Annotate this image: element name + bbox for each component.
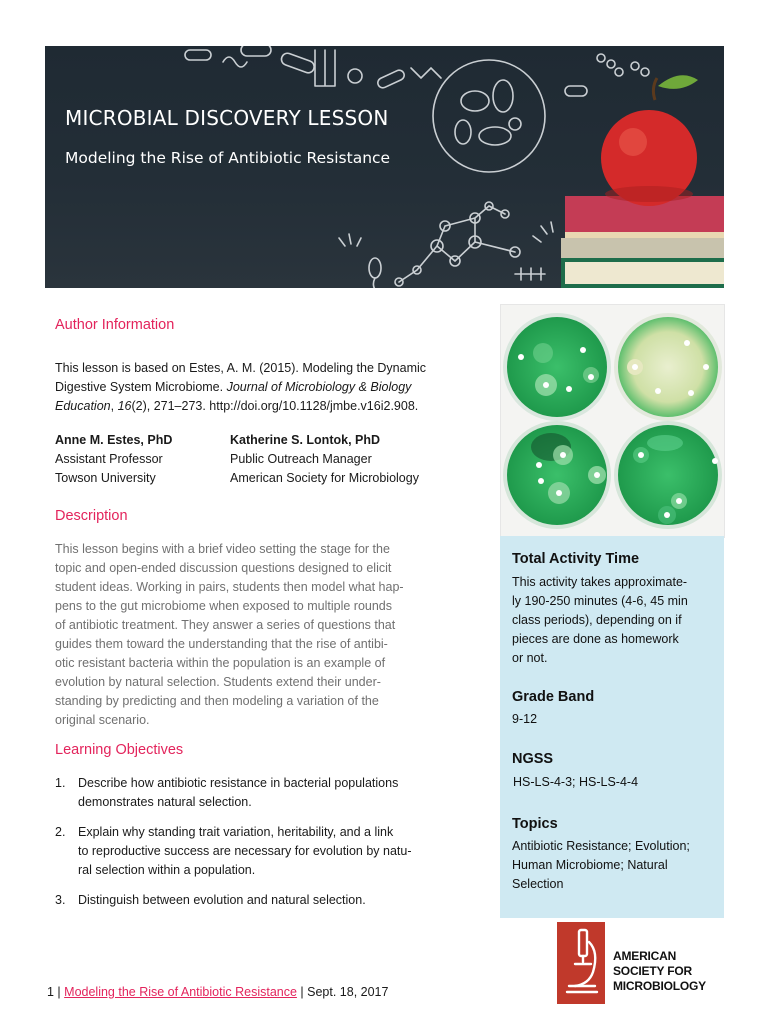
description-line: original scenario. [55, 713, 150, 727]
citation-doi: (2), 271–273. http://doi.org/10.1128/jmbe.v16i2.908. [131, 399, 419, 413]
journal-name-end: Education [55, 399, 111, 413]
author-name: Anne M. Estes, PhD [55, 433, 173, 447]
author-card [230, 431, 419, 488]
author-title: Assistant Professor [55, 452, 163, 466]
logo-line: AMERICAN [613, 949, 677, 963]
footer-separator: | [53, 985, 65, 999]
author-affiliation: Towson University [55, 471, 156, 485]
author-card [55, 431, 172, 488]
description-line: standing by predicting and then modeling a variation of the [55, 694, 379, 708]
footer-separator: | [296, 985, 308, 999]
description-line: student ideas. Working in pairs, students then model what hap- [55, 580, 404, 594]
lesson-series-title: MICROBIAL DISCOVERY LESSON [65, 106, 389, 130]
citation-text-fragment: Digestive System Microbiome. [55, 380, 227, 394]
total-time-line: This activity takes approximate- [512, 575, 688, 589]
learning-objectives-heading: Learning Objectives [55, 742, 184, 758]
objective-line: ral selection within a population. [78, 863, 256, 877]
petri-dishes-photo [500, 304, 725, 538]
logo-line: SOCIETY FOR [613, 964, 692, 978]
books-illustration [561, 196, 724, 288]
list-number: 2. [55, 825, 66, 839]
topics-heading: Topics [512, 816, 558, 832]
footer-date: Sept. 18, 2017 [307, 985, 389, 999]
ngss-heading: NGSS [512, 751, 554, 767]
lesson-title: Modeling the Rise of Antibiotic Resistance [65, 149, 391, 167]
page-number: 1 [47, 985, 54, 999]
total-time-line: or not. [512, 651, 548, 665]
objective-line: to reproductive success are necessary for evolution by natu- [78, 844, 412, 858]
grade-band-value: 9-12 [512, 712, 538, 726]
description-line: of antibiotic treatment. They answer a series of questions that [55, 618, 396, 632]
total-time-line: ly 190-250 minutes (4-6, 45 min [512, 594, 688, 608]
header-banner [45, 46, 724, 288]
topics-line: Antibiotic Resistance; Evolution; [512, 839, 690, 853]
objective-line: demonstrates natural selection. [78, 795, 252, 809]
author-information-heading: Author Information [55, 317, 175, 333]
list-number: 1. [55, 776, 66, 790]
journal-volume: 16 [117, 399, 132, 413]
description-line: guides them toward the understanding that the rise of antibi- [55, 637, 388, 651]
description-line: evolution by natural selection. Students extend their under- [55, 675, 381, 689]
list-number: 3. [55, 893, 66, 907]
total-time-line: class periods), depending on if [512, 613, 682, 627]
footer-title-link[interactable]: Modeling the Rise of Antibiotic Resistance [64, 985, 297, 999]
objective-line: Distinguish between evolution and natural selection. [78, 893, 366, 907]
list-item [55, 774, 455, 812]
objective-line: Describe how antibiotic resistance in bacterial populations [78, 776, 399, 790]
page-footer [47, 985, 388, 999]
total-time-text [512, 573, 717, 668]
lesson-info-sidebar [500, 536, 724, 918]
description-text [55, 540, 455, 730]
citation-line-1: This lesson is based on Estes, A. M. (2015). Modeling the Dynamic [55, 361, 427, 375]
learning-objectives-list [55, 774, 455, 910]
list-item [55, 891, 455, 910]
citation-text-fragment: , [110, 399, 118, 413]
ngss-standards: HS-LS-4-3; HS-LS-4-4 [513, 775, 639, 789]
description-line: This lesson begins with a brief video setting the stage for the [55, 542, 390, 556]
total-time-line: pieces are done as homework [512, 632, 679, 646]
citation-line-2 [55, 378, 455, 397]
citation-text [55, 359, 455, 416]
asm-microscope-logo-icon [557, 922, 605, 1004]
author-name: Katherine S. Lontok, PhD [230, 433, 381, 447]
apple-illustration [601, 75, 698, 206]
description-line: topic and open-ended discussion questions designed to elicit [55, 561, 392, 575]
citation-line-3 [55, 397, 455, 416]
topics-text [512, 837, 717, 894]
description-heading: Description [55, 508, 128, 524]
grade-band-heading: Grade Band [512, 689, 595, 705]
total-time-heading: Total Activity Time [512, 551, 640, 567]
description-line: pens to the gut microbiome when exposed to multiple rounds [55, 599, 392, 613]
list-item [55, 823, 455, 880]
logo-line: MICROBIOLOGY [613, 979, 706, 993]
description-line: otic resistant bacteria within the population is an example of [55, 656, 386, 670]
chalk-doodles-illustration [45, 46, 724, 288]
journal-name: Journal of Microbiology & Biology [226, 380, 412, 394]
asm-logo-text [613, 949, 706, 994]
author-affiliation: American Society for Microbiology [230, 471, 419, 485]
author-title: Public Outreach Manager [230, 452, 372, 466]
topics-line: Selection [512, 877, 564, 891]
objective-line: Explain why standing trait variation, heritability, and a link [78, 825, 394, 839]
topics-line: Human Microbiome; Natural [512, 858, 668, 872]
